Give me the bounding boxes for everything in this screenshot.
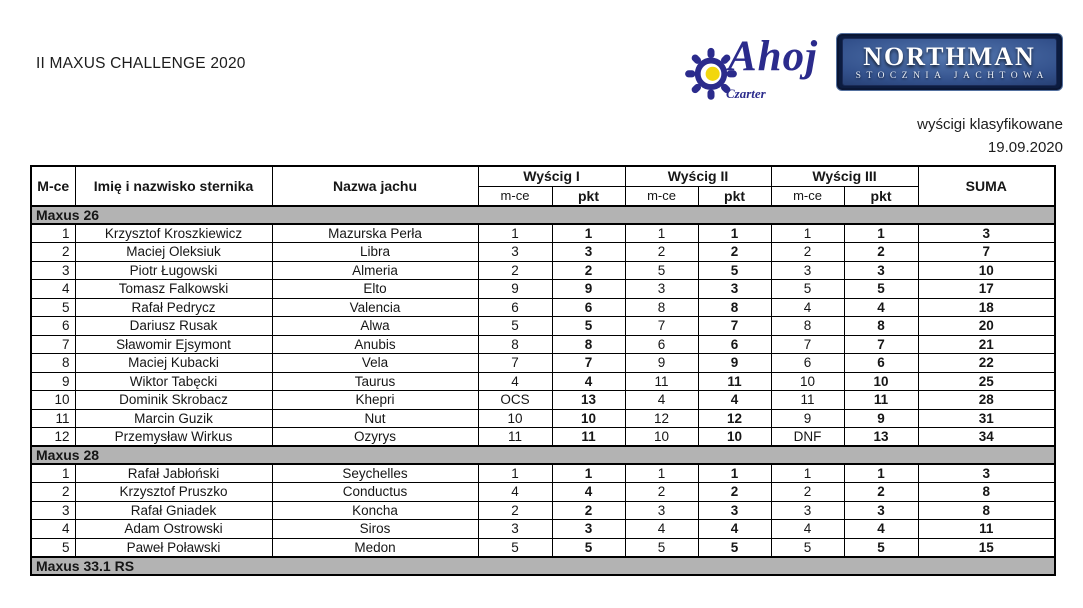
race1-place-cell: 6 (478, 298, 552, 317)
skipper-name-cell: Przemysław Wirkus (75, 428, 272, 447)
skipper-name-cell: Krzysztof Pruszko (75, 483, 272, 502)
subheader-race2-mce: m-ce (625, 186, 698, 206)
race3-place-cell: 1 (771, 464, 844, 483)
race3-points-cell: 13 (844, 428, 918, 447)
race2-points-cell: 3 (698, 501, 771, 520)
race2-place-cell: 3 (625, 280, 698, 299)
race2-place-cell: 4 (625, 520, 698, 539)
race3-place-cell: 8 (771, 317, 844, 336)
race1-points-cell: 2 (552, 501, 625, 520)
yacht-name-cell: Siros (272, 520, 478, 539)
yacht-name-cell: Elto (272, 280, 478, 299)
skipper-name-cell: Krzysztof Kroszkiewicz (75, 224, 272, 243)
race2-points-cell: 10 (698, 428, 771, 447)
race2-place-cell: 11 (625, 372, 698, 391)
total-points-cell: 22 (918, 354, 1055, 373)
race3-points-cell: 7 (844, 335, 918, 354)
race3-points-cell: 11 (844, 391, 918, 410)
race1-points-cell: 6 (552, 298, 625, 317)
race2-points-cell: 12 (698, 409, 771, 428)
skipper-name-cell: Rafał Pedrycz (75, 298, 272, 317)
race3-points-cell: 4 (844, 520, 918, 539)
place-cell: 1 (31, 464, 75, 483)
race2-points-cell: 9 (698, 354, 771, 373)
race1-points-cell: 4 (552, 372, 625, 391)
yacht-name-cell: Koncha (272, 501, 478, 520)
race2-points-cell: 5 (698, 538, 771, 557)
yacht-name-cell: Mazurska Perła (272, 224, 478, 243)
total-points-cell: 3 (918, 464, 1055, 483)
race1-place-cell: 3 (478, 243, 552, 262)
race2-place-cell: 1 (625, 464, 698, 483)
race1-points-cell: 3 (552, 520, 625, 539)
race3-points-cell: 9 (844, 409, 918, 428)
race3-points-cell: 5 (844, 280, 918, 299)
place-cell: 5 (31, 298, 75, 317)
result-row (31, 391, 1055, 410)
race2-points-cell: 11 (698, 372, 771, 391)
place-cell: 3 (31, 261, 75, 280)
race2-place-cell: 4 (625, 391, 698, 410)
class-section-label: Maxus 33.1 RS (31, 557, 1055, 575)
race3-place-cell: DNF (771, 428, 844, 447)
col-header-race2: Wyścig II (625, 166, 771, 186)
race1-place-cell: 5 (478, 538, 552, 557)
race2-place-cell: 12 (625, 409, 698, 428)
race1-place-cell: 5 (478, 317, 552, 336)
yacht-name-cell: Almeria (272, 261, 478, 280)
total-points-cell: 25 (918, 372, 1055, 391)
event-date: 19.09.2020 (987, 139, 1063, 156)
col-header-race1: Wyścig I (478, 166, 625, 186)
yacht-name-cell: Anubis (272, 335, 478, 354)
race1-points-cell: 13 (552, 391, 625, 410)
result-row (31, 428, 1055, 447)
result-row (31, 317, 1055, 336)
class-section-header (31, 446, 1055, 464)
race1-place-cell: 4 (478, 483, 552, 502)
race2-place-cell: 3 (625, 501, 698, 520)
yacht-name-cell: Libra (272, 243, 478, 262)
race3-place-cell: 6 (771, 354, 844, 373)
race1-place-cell: 2 (478, 261, 552, 280)
northman-logo-subtitle: STOCZNIA JACHTOWA (855, 70, 1049, 81)
race2-place-cell: 9 (625, 354, 698, 373)
result-row (31, 298, 1055, 317)
total-points-cell: 15 (918, 538, 1055, 557)
race1-points-cell: 7 (552, 354, 625, 373)
race3-place-cell: 7 (771, 335, 844, 354)
race1-place-cell: 1 (478, 464, 552, 483)
skipper-name-cell: Maciej Oleksiuk (75, 243, 272, 262)
race2-place-cell: 5 (625, 261, 698, 280)
total-points-cell: 10 (918, 261, 1055, 280)
race3-place-cell: 4 (771, 520, 844, 539)
race1-place-cell: 4 (478, 372, 552, 391)
result-row (31, 261, 1055, 280)
race3-points-cell: 3 (844, 501, 918, 520)
race1-place-cell: 9 (478, 280, 552, 299)
race2-place-cell: 1 (625, 224, 698, 243)
race1-points-cell: 10 (552, 409, 625, 428)
race2-place-cell: 5 (625, 538, 698, 557)
total-points-cell: 3 (918, 224, 1055, 243)
result-row (31, 335, 1055, 354)
place-cell: 1 (31, 224, 75, 243)
race1-points-cell: 4 (552, 483, 625, 502)
race2-place-cell: 10 (625, 428, 698, 447)
place-cell: 11 (31, 409, 75, 428)
northman-logo (836, 33, 1063, 91)
race1-points-cell: 11 (552, 428, 625, 447)
race1-place-cell: 1 (478, 224, 552, 243)
results-table (30, 165, 1056, 576)
race1-place-cell: 11 (478, 428, 552, 447)
race2-place-cell: 6 (625, 335, 698, 354)
yacht-name-cell: Alwa (272, 317, 478, 336)
subheader-race3-mce: m-ce (771, 186, 844, 206)
ahoj-czarter-logo (682, 33, 832, 104)
yacht-name-cell: Ozyrys (272, 428, 478, 447)
total-points-cell: 11 (918, 520, 1055, 539)
race3-place-cell: 5 (771, 280, 844, 299)
ahoj-logo-subtitle: Czarter (726, 86, 766, 101)
race3-points-cell: 5 (844, 538, 918, 557)
place-cell: 2 (31, 483, 75, 502)
race2-points-cell: 2 (698, 243, 771, 262)
total-points-cell: 18 (918, 298, 1055, 317)
race3-place-cell: 9 (771, 409, 844, 428)
subheader-race2-pkt: pkt (698, 186, 771, 206)
race1-place-cell: 7 (478, 354, 552, 373)
total-points-cell: 20 (918, 317, 1055, 336)
skipper-name-cell: Paweł Poławski (75, 538, 272, 557)
race2-place-cell: 2 (625, 243, 698, 262)
race1-place-cell: 2 (478, 501, 552, 520)
yacht-name-cell: Nut (272, 409, 478, 428)
place-cell: 4 (31, 520, 75, 539)
col-header-race3: Wyścig III (771, 166, 918, 186)
result-row (31, 280, 1055, 299)
race1-points-cell: 3 (552, 243, 625, 262)
col-header-place: M-ce (31, 166, 75, 206)
result-row (31, 354, 1055, 373)
subheader-race3-pkt: pkt (844, 186, 918, 206)
yacht-name-cell: Khepri (272, 391, 478, 410)
race3-place-cell: 3 (771, 501, 844, 520)
result-row (31, 538, 1055, 557)
race1-points-cell: 1 (552, 464, 625, 483)
skipper-name-cell: Maciej Kubacki (75, 354, 272, 373)
skipper-name-cell: Rafał Gniadek (75, 501, 272, 520)
col-header-yacht: Nazwa jachu (272, 166, 478, 206)
race3-place-cell: 2 (771, 483, 844, 502)
result-row (31, 520, 1055, 539)
skipper-name-cell: Tomasz Falkowski (75, 280, 272, 299)
place-cell: 8 (31, 354, 75, 373)
yacht-name-cell: Medon (272, 538, 478, 557)
race1-place-cell: 3 (478, 520, 552, 539)
race2-points-cell: 6 (698, 335, 771, 354)
skipper-name-cell: Rafał Jabłoński (75, 464, 272, 483)
race1-place-cell: OCS (478, 391, 552, 410)
total-points-cell: 8 (918, 501, 1055, 520)
result-row (31, 372, 1055, 391)
class-section-header (31, 557, 1055, 575)
yacht-name-cell: Seychelles (272, 464, 478, 483)
race1-points-cell: 5 (552, 538, 625, 557)
subheader-race1-pkt: pkt (552, 186, 625, 206)
race2-points-cell: 1 (698, 224, 771, 243)
race3-points-cell: 2 (844, 483, 918, 502)
skipper-name-cell: Dominik Skrobacz (75, 391, 272, 410)
race1-points-cell: 8 (552, 335, 625, 354)
col-header-suma: SUMA (918, 166, 1055, 206)
race3-points-cell: 2 (844, 243, 918, 262)
race3-place-cell: 2 (771, 243, 844, 262)
total-points-cell: 7 (918, 243, 1055, 262)
place-cell: 4 (31, 280, 75, 299)
result-row (31, 501, 1055, 520)
race3-place-cell: 1 (771, 224, 844, 243)
race1-place-cell: 8 (478, 335, 552, 354)
race1-points-cell: 2 (552, 261, 625, 280)
race2-points-cell: 8 (698, 298, 771, 317)
race1-points-cell: 9 (552, 280, 625, 299)
place-cell: 5 (31, 538, 75, 557)
class-section-label: Maxus 26 (31, 206, 1055, 224)
skipper-name-cell: Dariusz Rusak (75, 317, 272, 336)
race2-points-cell: 3 (698, 280, 771, 299)
skipper-name-cell: Adam Ostrowski (75, 520, 272, 539)
skipper-name-cell: Piotr Ługowski (75, 261, 272, 280)
total-points-cell: 8 (918, 483, 1055, 502)
race2-place-cell: 2 (625, 483, 698, 502)
skipper-name-cell: Marcin Guzik (75, 409, 272, 428)
race3-points-cell: 8 (844, 317, 918, 336)
total-points-cell: 28 (918, 391, 1055, 410)
place-cell: 10 (31, 391, 75, 410)
place-cell: 6 (31, 317, 75, 336)
race2-points-cell: 4 (698, 520, 771, 539)
place-cell: 7 (31, 335, 75, 354)
result-row (31, 224, 1055, 243)
race3-place-cell: 10 (771, 372, 844, 391)
skipper-name-cell: Sławomir Ejsymont (75, 335, 272, 354)
race1-place-cell: 10 (478, 409, 552, 428)
total-points-cell: 34 (918, 428, 1055, 447)
place-cell: 2 (31, 243, 75, 262)
race3-points-cell: 3 (844, 261, 918, 280)
race3-points-cell: 4 (844, 298, 918, 317)
race2-points-cell: 1 (698, 464, 771, 483)
yacht-name-cell: Taurus (272, 372, 478, 391)
place-cell: 3 (31, 501, 75, 520)
class-section-header (31, 206, 1055, 224)
place-cell: 12 (31, 428, 75, 447)
yacht-name-cell: Valencia (272, 298, 478, 317)
race1-points-cell: 1 (552, 224, 625, 243)
page-title: II MAXUS CHALLENGE 2020 (36, 55, 246, 72)
result-row (31, 464, 1055, 483)
race3-points-cell: 1 (844, 224, 918, 243)
yacht-name-cell: Vela (272, 354, 478, 373)
place-cell: 9 (31, 372, 75, 391)
race2-points-cell: 2 (698, 483, 771, 502)
race3-place-cell: 3 (771, 261, 844, 280)
race3-points-cell: 10 (844, 372, 918, 391)
ahoj-logo-text: Ahoj (728, 33, 819, 80)
northman-logo-text: NORTHMAN (863, 41, 1036, 71)
skipper-name-cell: Wiktor Tabęcki (75, 372, 272, 391)
result-row (31, 483, 1055, 502)
northman-logo-panel (842, 38, 1057, 86)
total-points-cell: 31 (918, 409, 1055, 428)
race2-points-cell: 5 (698, 261, 771, 280)
result-row (31, 409, 1055, 428)
yacht-name-cell: Conductus (272, 483, 478, 502)
race3-place-cell: 5 (771, 538, 844, 557)
result-row (31, 243, 1055, 262)
race3-place-cell: 11 (771, 391, 844, 410)
race2-place-cell: 8 (625, 298, 698, 317)
total-points-cell: 21 (918, 335, 1055, 354)
subheader-race1-mce: m-ce (478, 186, 552, 206)
class-section-label: Maxus 28 (31, 446, 1055, 464)
race1-points-cell: 5 (552, 317, 625, 336)
col-header-skipper: Imię i nazwisko sternika (75, 166, 272, 206)
race3-place-cell: 4 (771, 298, 844, 317)
total-points-cell: 17 (918, 280, 1055, 299)
race2-place-cell: 7 (625, 317, 698, 336)
race3-points-cell: 1 (844, 464, 918, 483)
race3-points-cell: 6 (844, 354, 918, 373)
race2-points-cell: 4 (698, 391, 771, 410)
race2-points-cell: 7 (698, 317, 771, 336)
classification-note: wyścigi klasyfikowane (917, 116, 1063, 133)
